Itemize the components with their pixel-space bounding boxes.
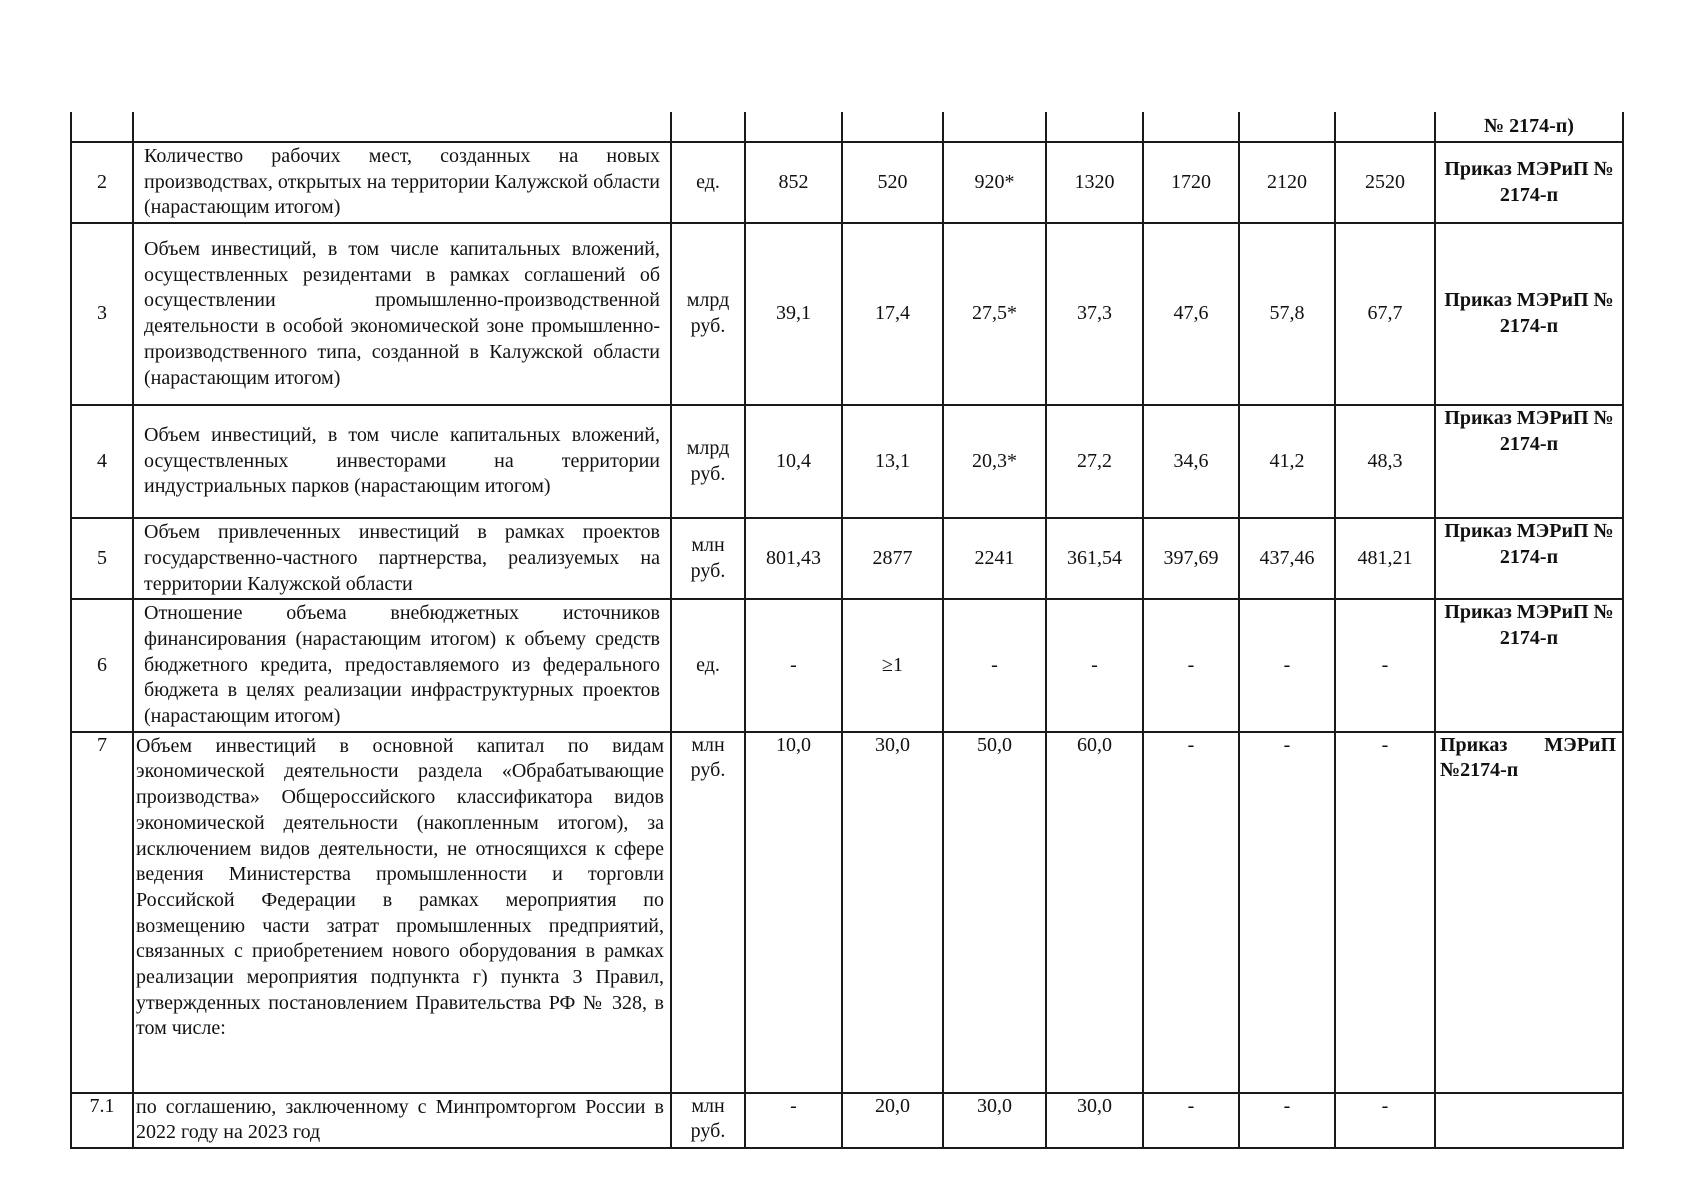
cell-num: 2 — [71, 142, 133, 223]
cell-value: 10,4 — [745, 405, 842, 518]
cell-source: Приказ МЭРиП № 2174-п — [1435, 405, 1623, 518]
cell-value: 48,3 — [1335, 405, 1435, 518]
cell-value: 34,6 — [1143, 405, 1239, 518]
cell-desc: Объем инвестиций, в том числе капитальных вложений, осуществленных инвесторами на территории индустриальных парков (нарастающим итогом) — [133, 405, 671, 518]
cell-unit: млн руб. — [671, 732, 745, 1093]
cell-source: Приказ МЭРиП № 2174-п — [1435, 518, 1623, 599]
cell-value: 30,0 — [943, 1093, 1046, 1148]
cell-desc: Объем инвестиций в основной капитал по видам экономической деятельности раздела «Обрабатывающие производства» Общероссийского классификатора видов экономической деятельности (накопленным итогом), за исключением видов деятельности, не относящихся к сфере ведения Министерства промышленности и торговли Российской Федерации в рамках мероприятия по возмещению части затрат промышленных предприятий, связанных с приобретением нового оборудования в рамках реализации мероприятия подпункта г) пункта 3 Правил, утвержденных постановлением Правительства РФ № 328, в том числе: — [133, 732, 671, 1093]
cell-value: 39,1 — [745, 223, 842, 405]
cell-num — [71, 112, 133, 142]
cell-num: 6 — [71, 599, 133, 732]
cell-value: 2877 — [842, 518, 943, 599]
cell-desc: Отношение объема внебюджетных источников финансирования (нарастающим итогом) к объему средств бюджетного кредита, предоставляемого из федерального бюджета в целях реализации инфраструктурных проектов (нарастающим итогом) — [133, 599, 671, 732]
cell-unit: ед. — [671, 599, 745, 732]
cell-value — [1046, 112, 1143, 142]
cell-value: - — [745, 599, 842, 732]
cell-value: - — [1143, 1093, 1239, 1148]
cell-value: - — [1239, 599, 1335, 732]
table-row — [71, 405, 1623, 518]
cell-value: 47,6 — [1143, 223, 1239, 405]
cell-value: 1320 — [1046, 142, 1143, 223]
table-row — [71, 518, 1623, 599]
cell-value: 41,2 — [1239, 405, 1335, 518]
cell-source: Приказ МЭРиП № 2174-п — [1435, 223, 1623, 405]
cell-value: - — [1335, 732, 1435, 1093]
cell-value: - — [1046, 599, 1143, 732]
cell-value: 361,54 — [1046, 518, 1143, 599]
table-row — [71, 1093, 1623, 1148]
cell-source: Приказ МЭРиП № 2174-п — [1435, 142, 1623, 223]
cell-value — [745, 112, 842, 142]
cell-value — [1143, 112, 1239, 142]
cell-unit — [671, 112, 745, 142]
cell-value — [1335, 112, 1435, 142]
cell-source — [1435, 1093, 1623, 1148]
cell-source: Приказ МЭРиП №2174-п — [1435, 732, 1623, 1093]
table-row — [71, 599, 1623, 732]
cell-unit: млрд руб. — [671, 223, 745, 405]
cell-value: 10,0 — [745, 732, 842, 1093]
cell-num: 4 — [71, 405, 133, 518]
cell-value — [842, 112, 943, 142]
cell-value: 1720 — [1143, 142, 1239, 223]
cell-value: 20,0 — [842, 1093, 943, 1148]
cell-desc: Объем инвестиций, в том числе капитальных вложений, осуществленных резидентами в рамках соглашений об осуществлении промышленно-производственной деятельности в особой экономической зоне промышленно-производственного типа, созданной в Калужской области (нарастающим итогом) — [133, 223, 671, 405]
table-row — [71, 223, 1623, 405]
cell-value: 17,4 — [842, 223, 943, 405]
cell-num: 5 — [71, 518, 133, 599]
cell-value: - — [1239, 1093, 1335, 1148]
cell-value: - — [1239, 732, 1335, 1093]
cell-unit: млн руб. — [671, 518, 745, 599]
cell-desc — [133, 112, 671, 142]
cell-value: 30,0 — [842, 732, 943, 1093]
cell-unit: млн руб. — [671, 1093, 745, 1148]
cell-value: - — [745, 1093, 842, 1148]
cell-value: ≥1 — [842, 599, 943, 732]
cell-value — [1239, 112, 1335, 142]
cell-value: - — [1143, 599, 1239, 732]
cell-unit: млрд руб. — [671, 405, 745, 518]
cell-value: 57,8 — [1239, 223, 1335, 405]
cell-value: 397,69 — [1143, 518, 1239, 599]
cell-value: - — [1143, 732, 1239, 1093]
document-page — [70, 112, 1622, 1149]
cell-desc: по соглашению, заключенному с Минпромторгом России в 2022 году на 2023 год — [133, 1093, 671, 1148]
indicators-table — [70, 112, 1624, 1149]
cell-value: - — [1335, 599, 1435, 732]
table-row — [71, 732, 1623, 1093]
cell-value: - — [943, 599, 1046, 732]
cell-value: 2241 — [943, 518, 1046, 599]
cell-value: 30,0 — [1046, 1093, 1143, 1148]
cell-value: 520 — [842, 142, 943, 223]
cell-value: 27,2 — [1046, 405, 1143, 518]
table-row — [71, 142, 1623, 223]
cell-value: - — [1335, 1093, 1435, 1148]
cell-value: 481,21 — [1335, 518, 1435, 599]
cell-value: 2520 — [1335, 142, 1435, 223]
cell-unit: ед. — [671, 142, 745, 223]
cell-value: 60,0 — [1046, 732, 1143, 1093]
cell-value: 20,3* — [943, 405, 1046, 518]
cell-value: 801,43 — [745, 518, 842, 599]
cell-value: 67,7 — [1335, 223, 1435, 405]
cell-num: 7 — [71, 732, 133, 1093]
table-row-continuation — [71, 112, 1623, 142]
cell-value: 920* — [943, 142, 1046, 223]
cell-value: 50,0 — [943, 732, 1046, 1093]
cell-desc: Объем привлеченных инвестиций в рамках проектов государственно-частного партнерства, реализуемых на территории Калужской области — [133, 518, 671, 599]
cell-value: 2120 — [1239, 142, 1335, 223]
cell-source: Приказ МЭРиП № 2174-п — [1435, 599, 1623, 732]
cell-num: 3 — [71, 223, 133, 405]
cell-value — [943, 112, 1046, 142]
cell-value: 27,5* — [943, 223, 1046, 405]
cell-value: 13,1 — [842, 405, 943, 518]
cell-source: № 2174-п) — [1435, 112, 1623, 142]
cell-value: 852 — [745, 142, 842, 223]
cell-value: 37,3 — [1046, 223, 1143, 405]
cell-num: 7.1 — [71, 1093, 133, 1148]
cell-value: 437,46 — [1239, 518, 1335, 599]
cell-desc: Количество рабочих мест, созданных на новых производствах, открытых на территории Калужской области (нарастающим итогом) — [133, 142, 671, 223]
